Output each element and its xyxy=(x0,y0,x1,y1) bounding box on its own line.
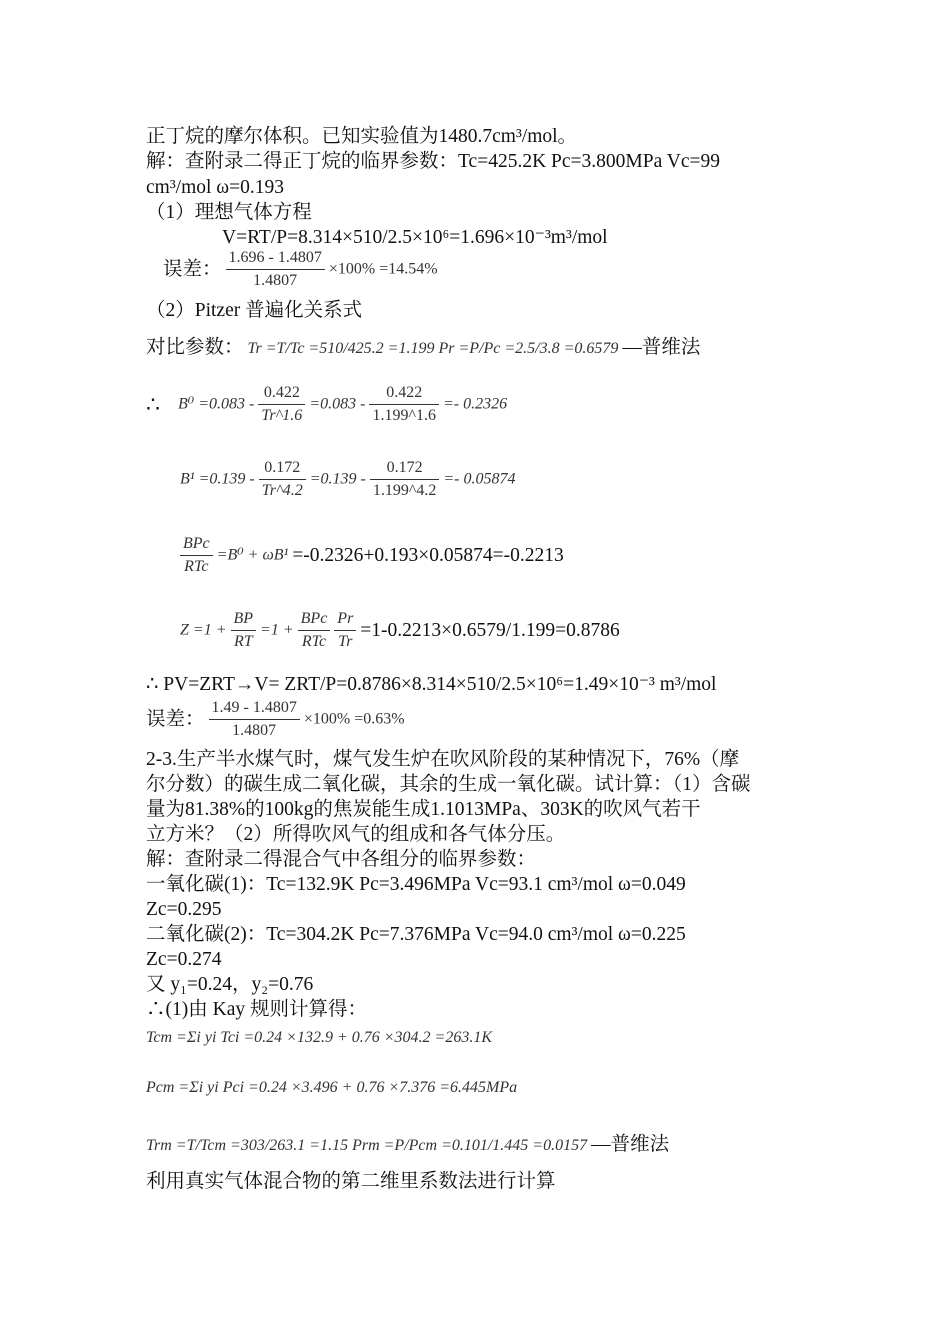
bp-numerator: BPc xyxy=(180,536,213,556)
b1-fraction-2 xyxy=(370,460,440,499)
equation-ideal-gas: V=RT/P=8.314×510/2.5×10⁶=1.696×10⁻³m³/mol xyxy=(222,227,608,248)
pv-equation: ∴ PV=ZRT→V= ZRT/P=0.8786×8.314×510/2.5×10⁶=1.49×10⁻³ m³/mol xyxy=(146,674,717,695)
co2-params: 二氧化碳(2)：Tc=304.2K Pc=7.376MPa Vc=94.0 cm³/mol ω=0.225 xyxy=(146,924,686,945)
b0-fraction-2 xyxy=(369,385,439,424)
solution-intro: 解：查附录二得混合气中各组分的临界参数： xyxy=(146,849,537,870)
bp-result: =-0.2326+0.193×0.05874=-0.2213 xyxy=(292,544,564,566)
bp-equation-row xyxy=(180,536,564,575)
z-lhs: Z =1 + xyxy=(180,621,227,639)
b0-denominator-2: 1.199^1.6 xyxy=(372,407,436,424)
z-fraction-3 xyxy=(334,611,356,650)
error-1-fraction xyxy=(226,250,325,289)
reduced-params-method: —普维法 xyxy=(622,337,701,358)
text-line-critical-params-cont: cm³/mol ω=0.193 xyxy=(146,177,285,198)
error-2-row xyxy=(146,700,405,739)
heading-pitzer: （2）Pitzer 普遍化关系式 xyxy=(146,300,363,321)
z-equation-row xyxy=(180,611,620,650)
tcm-equation: Tcm =Σi yi Tci =0.24 ×132.9 + 0.76 ×304.2 =263.1K xyxy=(146,1029,493,1046)
problem-line-4: 立方米？（2）所得吹风气的组成和各气体分压。 xyxy=(146,824,566,845)
co-params: 一氧化碳(1)：Tc=132.9K Pc=3.496MPa Vc=93.1 cm³/mol ω=0.049 xyxy=(146,874,686,895)
z-numerator-2: BPc xyxy=(298,611,331,631)
error-2-denominator: 1.4807 xyxy=(232,722,277,739)
final-line: 利用真实气体混合物的第二维里系数法进行计算 xyxy=(146,1171,556,1192)
b1-lhs: B¹ =0.139 - xyxy=(180,470,255,488)
kay-rule-heading: ∴(1)由 Kay 规则计算得： xyxy=(146,999,367,1020)
z-fraction-1 xyxy=(231,611,257,650)
b0-middle: =0.083 - xyxy=(309,395,366,413)
pcm-equation: Pcm =Σi yi Pci =0.24 ×3.496 + 0.76 ×7.376 =6.445MPa xyxy=(146,1079,518,1096)
b0-equation-row xyxy=(146,385,507,424)
b1-middle: =0.139 - xyxy=(309,470,366,488)
b1-numerator-2: 0.172 xyxy=(370,460,440,480)
b0-lhs: B⁰ =0.083 - xyxy=(178,395,255,413)
error-2-result: ×100% =0.63% xyxy=(303,710,405,728)
b0-result: =- 0.2326 xyxy=(442,395,508,413)
error-2-fraction xyxy=(209,700,300,739)
error-1-denominator: 1.4807 xyxy=(253,272,298,289)
reduced-params-row xyxy=(146,338,700,358)
z-denominator-2: RTc xyxy=(301,633,327,650)
text-line-critical-params: 解：查附录二得正丁烷的临界参数：Tc=425.2K Pc=3.800MPa Vc=99 xyxy=(146,151,721,172)
trm-method: —普维法 xyxy=(591,1134,670,1155)
therefore-symbol: ∴ xyxy=(146,391,160,417)
trm-equation: Trm =T/Tcm =303/263.1 =1.15 Prm =P/Pcm =0.101/1.445 =0.0157 xyxy=(146,1137,588,1154)
z-numerator-1: BP xyxy=(231,611,257,631)
z-denominator-3: Tr xyxy=(338,633,353,650)
error-1-row xyxy=(163,250,438,289)
co-zc: Zc=0.295 xyxy=(146,899,222,920)
b1-denominator-2: 1.199^4.2 xyxy=(372,482,437,499)
error-1-label: 误差： xyxy=(163,258,222,280)
b1-fraction-1 xyxy=(259,460,306,499)
z-numerator-3: Pr xyxy=(334,611,356,631)
b0-numerator-2: 0.422 xyxy=(369,385,439,405)
b0-denominator-1: Tr^1.6 xyxy=(261,407,303,424)
problem-line-2: 尔分数）的碳生成二氧化碳，其余的生成一氧化碳。试计算：（1）含碳 xyxy=(146,774,751,795)
bp-denominator: RTc xyxy=(184,558,209,575)
reduced-params-equation: Tr =T/Tc =510/425.2 =1.199 Pr =P/Pc =2.5/3.8 =0.6579 xyxy=(247,340,619,357)
problem-line-3: 量为81.38%的100kg的焦炭能生成1.1013MPa、303K的吹风气若干 xyxy=(146,799,701,820)
mole-fractions: 又 y₁=0.24，y₂=0.76 xyxy=(146,974,314,995)
z-fraction-2 xyxy=(298,611,331,650)
error-1-numerator: 1.696 - 1.4807 xyxy=(226,250,325,270)
b0-fraction-1 xyxy=(258,385,305,424)
b1-equation-row xyxy=(180,460,515,499)
b1-denominator-1: Tr^4.2 xyxy=(261,482,303,499)
z-result: =1-0.2213×0.6579/1.199=0.8786 xyxy=(360,619,620,641)
problem-line-1: 2-3.生产半水煤气时，煤气发生炉在吹风阶段的某种情况下，76%（摩 xyxy=(146,749,740,770)
error-2-label: 误差： xyxy=(146,708,205,730)
error-1-result: ×100% =14.54% xyxy=(328,260,438,278)
text-line-molar-volume: 正丁烷的摩尔体积。已知实验值为1480.7cm³/mol。 xyxy=(146,126,578,147)
trm-row xyxy=(146,1135,669,1155)
bp-fraction xyxy=(180,536,213,575)
reduced-params-label: 对比参数： xyxy=(146,337,244,358)
z-denominator-1: RT xyxy=(233,633,253,650)
b1-result: =- 0.05874 xyxy=(443,470,516,488)
heading-ideal-gas: （1）理想气体方程 xyxy=(146,202,312,223)
b1-numerator-1: 0.172 xyxy=(259,460,306,480)
co2-zc: Zc=0.274 xyxy=(146,949,222,970)
bp-middle: =B⁰ + ωB¹ xyxy=(216,546,289,564)
b0-numerator-1: 0.422 xyxy=(258,385,305,405)
error-2-numerator: 1.49 - 1.4807 xyxy=(209,700,300,720)
z-middle: =1 + xyxy=(260,621,294,639)
